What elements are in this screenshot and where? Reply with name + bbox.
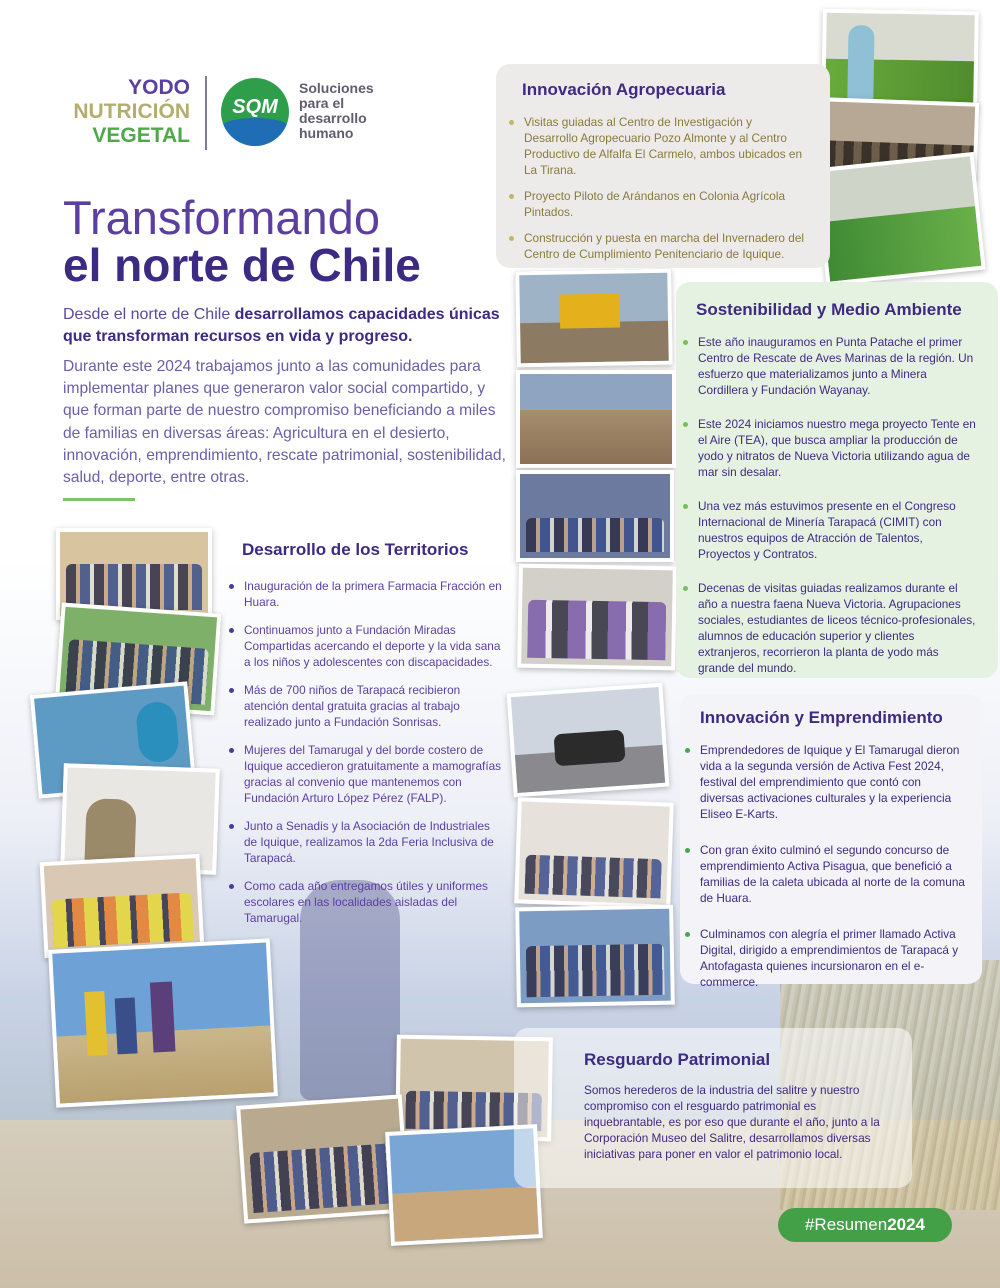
bird-rescue-center-photo bbox=[515, 269, 673, 368]
list-item: Como cada año entregamos útiles y uniformes escolares en las localidades aisladas del Tamarugal. bbox=[226, 878, 504, 926]
heritage-heading: Resguardo Patrimonial bbox=[584, 1050, 771, 1069]
innovation-list bbox=[682, 742, 968, 990]
logo-line-vegetal: VEGETAL bbox=[92, 124, 190, 147]
tagline-line: humano bbox=[299, 125, 354, 141]
territories-list bbox=[226, 578, 504, 926]
heritage-workshop-photo bbox=[236, 1094, 410, 1223]
intro-body: Durante este 2024 trabajamos junto a las comunidades para implementar planes que generaron valor social compartido, y que forman parte de nuestro compromiso beneficiando a miles de familias en diversas áreas: Agricultura en el desierto, innovación, emprendimiento, rescate patrimonial, sostenibilidad, salud, deporte, entre otras. bbox=[63, 358, 506, 487]
page-title-line2: el norte de Chile bbox=[63, 239, 421, 291]
list-item: Inauguración de la primera Farmacia Fracción en Huara. bbox=[226, 578, 504, 610]
list-item: Decenas de visitas guiadas realizamos durante el año a nuestra faena Nueva Victoria. Agrupaciones sociales, estudiantes de liceos técnico-profesionales, alumnos de educación superior y clientes extranjeros, recorrieron la planta de yodo más grande del mundo. bbox=[680, 580, 978, 676]
heritage-body: Somos herederos de la industria del salitre y nuestro compromiso con el resguardo patrimonial es inquebrantable, es por eso que durante el año, junto a la Corporación Museo del Salitre, desarrollamos diversas iniciativas para poner en valor el patrimonio local. bbox=[584, 1083, 880, 1161]
list-item: Culminamos con alegría el primer llamado Activa Digital, dirigido a emprendimientos de Tarapacá y Antofagasta quienes incursionaron en el e-commerce. bbox=[682, 926, 968, 990]
list-item: Junto a Senadis y la Asociación de Industriales de Iquique, realizamos la 2da Feria Inclusiva de Tarapacá. bbox=[226, 818, 504, 866]
activa-digital-photo bbox=[515, 905, 675, 1008]
list-item: Más de 700 niños de Tarapacá recibieron atención dental gratuita gracias al trabajo realizado junto a Fundación Sonrisas. bbox=[226, 682, 504, 730]
intro-lead-plain: Desde el norte de Chile bbox=[63, 306, 235, 323]
logo-line-nutricion: NUTRICIÓN bbox=[73, 100, 190, 123]
list-item: Este año inauguramos en Punta Patache el primer Centro de Rescate de Aves Marinas de la región. Un esfuerzo que materializamos junto a Minera Cordillera y Fundación Wayanay. bbox=[680, 334, 978, 398]
heritage-panel bbox=[514, 1028, 912, 1188]
intro-divider bbox=[63, 498, 135, 501]
hashtag-prefix: #Resumen bbox=[804, 1215, 888, 1234]
hashtag-badge bbox=[778, 1208, 952, 1242]
agro-innovation-panel bbox=[496, 64, 830, 268]
tagline-line: Soluciones bbox=[299, 80, 374, 96]
logo-divider bbox=[205, 76, 207, 150]
list-item: Visitas guiadas al Centro de Investigación y Desarrollo Agropecuario Pozo Almonte y al Centro Productivo de Alfalfa El Carmelo, ambos ubicados en La Tirana. bbox=[506, 114, 806, 178]
logo-line-yodo: YODO bbox=[128, 76, 190, 99]
hashtag-year: 2024 bbox=[887, 1215, 926, 1234]
ekarts-photo bbox=[507, 683, 670, 798]
list-item: Una vez más estuvimos presente en el Congreso Internacional de Minería Tarapacá (CIMIT) con nuestros equipos de Atracción de Talentos, Proyectos y Contratos. bbox=[680, 498, 978, 562]
sqm-logo bbox=[221, 78, 289, 146]
list-item: Proyecto Piloto de Arándanos en Colonia Agrícola Pintados. bbox=[506, 188, 806, 220]
desert-project-photo bbox=[516, 370, 676, 468]
list-item: Construcción y puesta en marcha del Invernadero del Centro de Cumplimiento Penitenciario de Iquique. bbox=[506, 230, 806, 262]
sqm-tagline bbox=[299, 81, 409, 141]
sustainability-panel bbox=[676, 282, 998, 678]
page-title-line1: Transformando bbox=[63, 191, 380, 244]
tagline-line: para el bbox=[299, 95, 345, 111]
territories-panel bbox=[222, 528, 504, 928]
intro-lead bbox=[63, 304, 503, 348]
list-item: Este 2024 iniciamos nuestro mega proyecto Tente en el Aire (TEA), que busca ampliar la producción de yodo y nitratos de Nueva Victoria utilizando agua de mar sin desalar. bbox=[680, 416, 978, 480]
territories-heading: Desarrollo de los Territorios bbox=[242, 540, 469, 559]
yodo-nutricion-vegetal-logo bbox=[60, 76, 190, 148]
innovation-panel bbox=[680, 694, 982, 989]
school-supplies-photo bbox=[48, 938, 278, 1107]
sustainability-heading: Sostenibilidad y Medio Ambiente bbox=[696, 300, 962, 319]
greenhouse-photo-1 bbox=[821, 9, 979, 112]
cimit-team-photo bbox=[516, 470, 674, 562]
innovation-heading: Innovación y Emprendimiento bbox=[700, 708, 943, 727]
agro-heading: Innovación Agropecuaria bbox=[522, 80, 726, 99]
greenhouse-photo-3 bbox=[814, 152, 985, 286]
agro-list bbox=[506, 114, 806, 262]
tagline-line: desarrollo bbox=[299, 110, 367, 126]
list-item: Continuamos junto a Fundación Miradas Compartidas acercando el deporte y la vida sana a los niños y adolescentes con discapacidades. bbox=[226, 622, 504, 670]
list-item: Emprendedores de Iquique y El Tamarugal dieron vida a la segunda versión de Activa Fest 2024, festival del emprendimiento que contó con diversas activaciones culturales y la experiencia Eliseo E-Karts. bbox=[682, 742, 968, 822]
list-item: Mujeres del Tamarugal y del borde costero de Iquique accedieron gratuitamente a mamografías gracias al convenio que mantenemos con Fundación Arturo López Pérez (FALP). bbox=[226, 742, 504, 806]
list-item: Con gran éxito culminó el segundo concurso de emprendimiento Activa Pisagua, que benefició a familias de la caleta ubicada al norte de la comuna de Huara. bbox=[682, 842, 968, 906]
sqm-logo-text: SQM bbox=[232, 96, 278, 118]
sustainability-list bbox=[680, 334, 978, 676]
intro-lead-bold: desarrollamos capacidades únicas que transforman recursos en vida y progreso. bbox=[63, 306, 500, 345]
activa-pisagua-photo bbox=[514, 797, 674, 908]
guided-visit-photo bbox=[517, 564, 677, 671]
